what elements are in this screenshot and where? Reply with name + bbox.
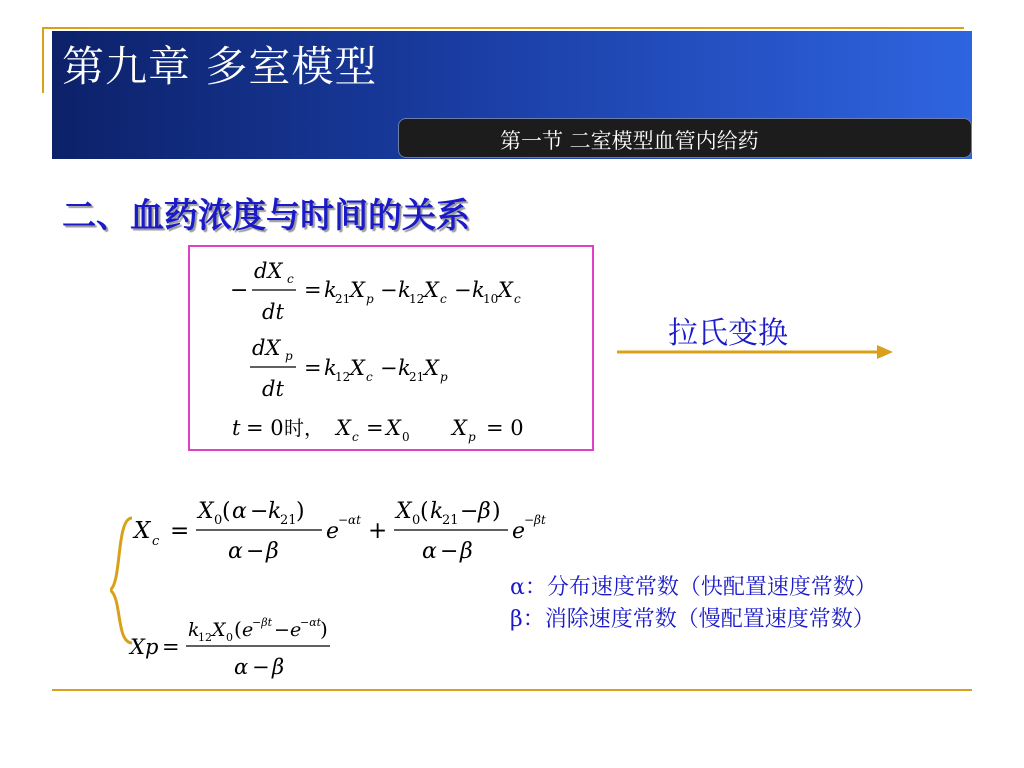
svg-text:=: =	[304, 356, 322, 380]
svg-text:21: 21	[335, 292, 351, 306]
brace-icon	[110, 518, 132, 643]
svg-text:−: −	[380, 356, 398, 380]
equation-box	[188, 245, 594, 451]
svg-text:t: t	[232, 416, 241, 440]
svg-text:α: α	[422, 539, 437, 564]
svg-text:+: +	[368, 518, 388, 544]
svg-text:X: X	[350, 278, 365, 302]
svg-text:0: 0	[402, 430, 410, 444]
svg-text:α: α	[234, 655, 249, 679]
svg-text:k: k	[188, 619, 200, 641]
svg-text:X: X	[336, 416, 351, 440]
svg-text:p: p	[366, 292, 374, 306]
left-rule	[42, 27, 44, 93]
svg-text:c: c	[352, 430, 359, 444]
equation-central	[230, 259, 521, 324]
svg-text:0: 0	[412, 513, 421, 528]
svg-text:k: k	[398, 278, 411, 302]
svg-text:−: −	[460, 499, 479, 524]
svg-text:dt: dt	[262, 377, 284, 401]
svg-text:21: 21	[442, 513, 459, 528]
svg-text:α: α	[228, 539, 243, 564]
svg-text:dX: dX	[254, 259, 283, 283]
svg-text:Xp: Xp	[130, 635, 159, 659]
svg-text:21: 21	[409, 370, 425, 384]
differential-equations	[190, 247, 592, 449]
svg-text:X: X	[396, 499, 412, 524]
svg-text:k: k	[430, 499, 444, 524]
svg-text:−βt: −βt	[524, 513, 546, 527]
svg-text:(: (	[234, 617, 242, 641]
legend-alpha: α：分布速度常数（快配置速度常数）	[510, 575, 877, 600]
svg-text:12: 12	[335, 370, 351, 384]
svg-text:−αt: −αt	[300, 616, 322, 629]
svg-text:−: −	[252, 655, 270, 679]
initial-condition-text: 时，	[284, 416, 324, 440]
svg-text:): )	[296, 499, 305, 524]
svg-text:−: −	[250, 499, 269, 524]
svg-text:12: 12	[198, 631, 212, 644]
svg-text:c: c	[152, 534, 160, 549]
solution-xp	[128, 616, 330, 679]
svg-text:−: −	[440, 539, 459, 564]
svg-text:X: X	[424, 278, 439, 302]
svg-text:p: p	[468, 430, 476, 444]
svg-text:−: −	[246, 539, 265, 564]
svg-text:=: =	[170, 518, 190, 544]
svg-text:k: k	[268, 499, 282, 524]
legend-beta: β：消除速度常数（慢配置速度常数）	[510, 607, 875, 632]
svg-text:β: β	[478, 499, 491, 524]
svg-text:(: (	[420, 499, 429, 524]
svg-text:e: e	[512, 519, 526, 544]
svg-text:= 0: = 0	[246, 416, 284, 440]
svg-text:0: 0	[214, 513, 223, 528]
svg-text:−: −	[380, 278, 398, 302]
svg-text:=: =	[304, 278, 322, 302]
svg-text:e: e	[326, 519, 340, 544]
svg-text:k: k	[324, 356, 337, 380]
svg-text:10: 10	[483, 292, 499, 306]
svg-text:12: 12	[409, 292, 425, 306]
svg-text:c: c	[514, 292, 521, 306]
svg-text:=: =	[366, 416, 384, 440]
top-rule	[42, 27, 964, 29]
svg-text:k: k	[324, 278, 337, 302]
equation-peripheral	[250, 336, 448, 401]
svg-text:21: 21	[280, 513, 297, 528]
svg-text:): )	[492, 499, 501, 524]
svg-text:β: β	[266, 539, 279, 564]
bottom-rule	[52, 689, 972, 691]
svg-text:β: β	[460, 539, 473, 564]
svg-text:X: X	[350, 356, 365, 380]
slide-title: 第九章 多室模型	[62, 42, 378, 91]
svg-text:−: −	[230, 278, 249, 303]
svg-text:dX: dX	[252, 336, 281, 360]
svg-text:= 0: = 0	[486, 416, 524, 440]
svg-text:X: X	[498, 278, 513, 302]
svg-text:−: −	[454, 278, 472, 302]
svg-text:0: 0	[226, 631, 233, 644]
svg-text:): )	[320, 617, 328, 641]
svg-text:dt: dt	[262, 300, 284, 324]
svg-text:X: X	[198, 499, 214, 524]
svg-text:e: e	[290, 619, 302, 641]
svg-text:X: X	[386, 416, 401, 440]
svg-text:β: β	[272, 655, 285, 679]
solution-xc	[132, 499, 546, 564]
svg-text:c: c	[287, 272, 294, 286]
svg-text:c: c	[440, 292, 447, 306]
svg-text:(: (	[222, 499, 231, 524]
svg-text:X: X	[424, 356, 439, 380]
svg-text:X: X	[212, 619, 226, 641]
section-heading: 二、血药浓度与时间的关系	[62, 196, 470, 236]
initial-condition	[232, 416, 524, 444]
slide-subtitle: 第一节 二室模型血管内给药	[500, 129, 759, 153]
svg-text:X: X	[134, 518, 151, 544]
laplace-transform-label: 拉氏变换	[668, 316, 788, 351]
svg-text:−βt: −βt	[252, 616, 272, 629]
svg-text:p: p	[440, 370, 448, 384]
arrow-right-icon	[617, 340, 893, 364]
svg-text:X: X	[452, 416, 467, 440]
svg-text:e: e	[242, 619, 254, 641]
svg-text:c: c	[366, 370, 373, 384]
svg-text:=: =	[162, 635, 180, 659]
svg-text:k: k	[398, 356, 411, 380]
svg-text:α: α	[232, 499, 247, 524]
svg-text:p: p	[285, 349, 293, 363]
svg-text:k: k	[472, 278, 485, 302]
svg-text:−: −	[274, 619, 290, 641]
svg-text:−αt: −αt	[338, 513, 361, 527]
